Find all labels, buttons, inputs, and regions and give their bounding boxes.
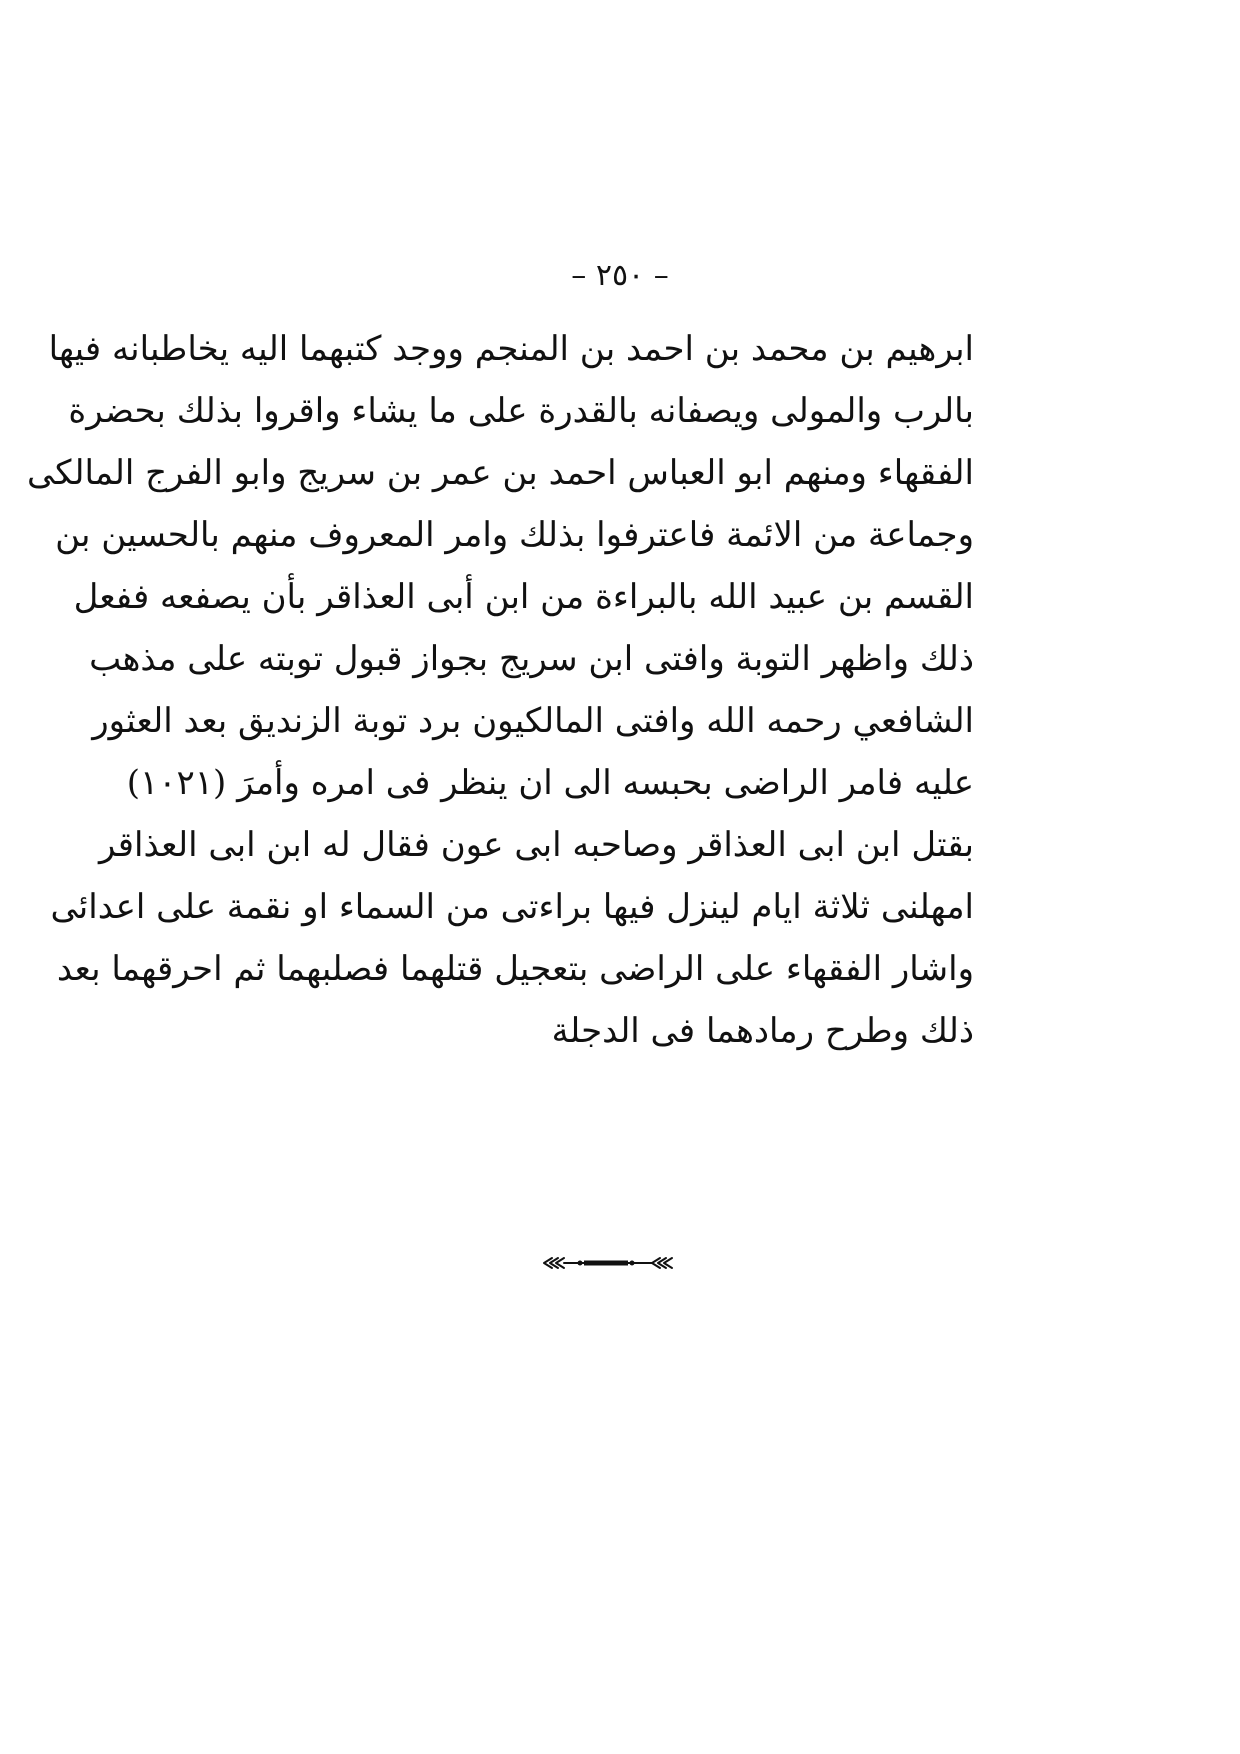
text-line-6: ذلك واظهر التوبة وافتى ابن سريج بجواز قبول توبته على مذهب [89,639,974,679]
text-line-5: القسم بن عبيد الله بالبراءة من ابن أبى العذاقر بأن يصفعه ففعل [73,577,974,617]
text-line-8: عليه فامر الراضى بحبسه الى ان ينظر فى امره وأمرَ (١٠٢١) [126,763,974,803]
text-line-1: ابرهيم بن محمد بن احمد بن المنجم ووجد كتبهما اليه يخاطبانه فيها [48,329,974,369]
text-line-3: الفقهاء ومنهم ابو العباس احمد بن عمر بن سريج وابو الفرج المالكى [26,453,974,493]
text-line-7: الشافعي رحمه الله وافتى المالكيون برد توبة الزنديق بعد العثور [92,701,974,741]
end-of-section-ornament-icon [540,1256,680,1270]
text-line-12: ذلك وطرح رمادهما فى الدجلة [551,1011,974,1051]
page-number: – ٢٥٠ – [571,258,669,293]
text-line-2: بالرب والمولى ويصفانه بالقدرة على ما يشاء واقروا بذلك بحضرة [68,391,974,431]
body-text [26,318,974,1062]
text-line-10: امهلنى ثلاثة ايام لينزل فيها براءتى من السماء او نقمة على اعدائى [50,887,974,927]
text-line-11: واشار الفقهاء على الراضى بتعجيل قتلهما فصلبهما ثم احرقهما بعد [56,949,974,989]
text-line-4: وجماعة من الائمة فاعترفوا بذلك وامر المعروف منهم بالحسين بن [55,515,974,555]
text-line-9: بقتل ابن ابى العذاقر وصاحبه ابى عون فقال له ابن ابى العذاقر [99,825,974,865]
